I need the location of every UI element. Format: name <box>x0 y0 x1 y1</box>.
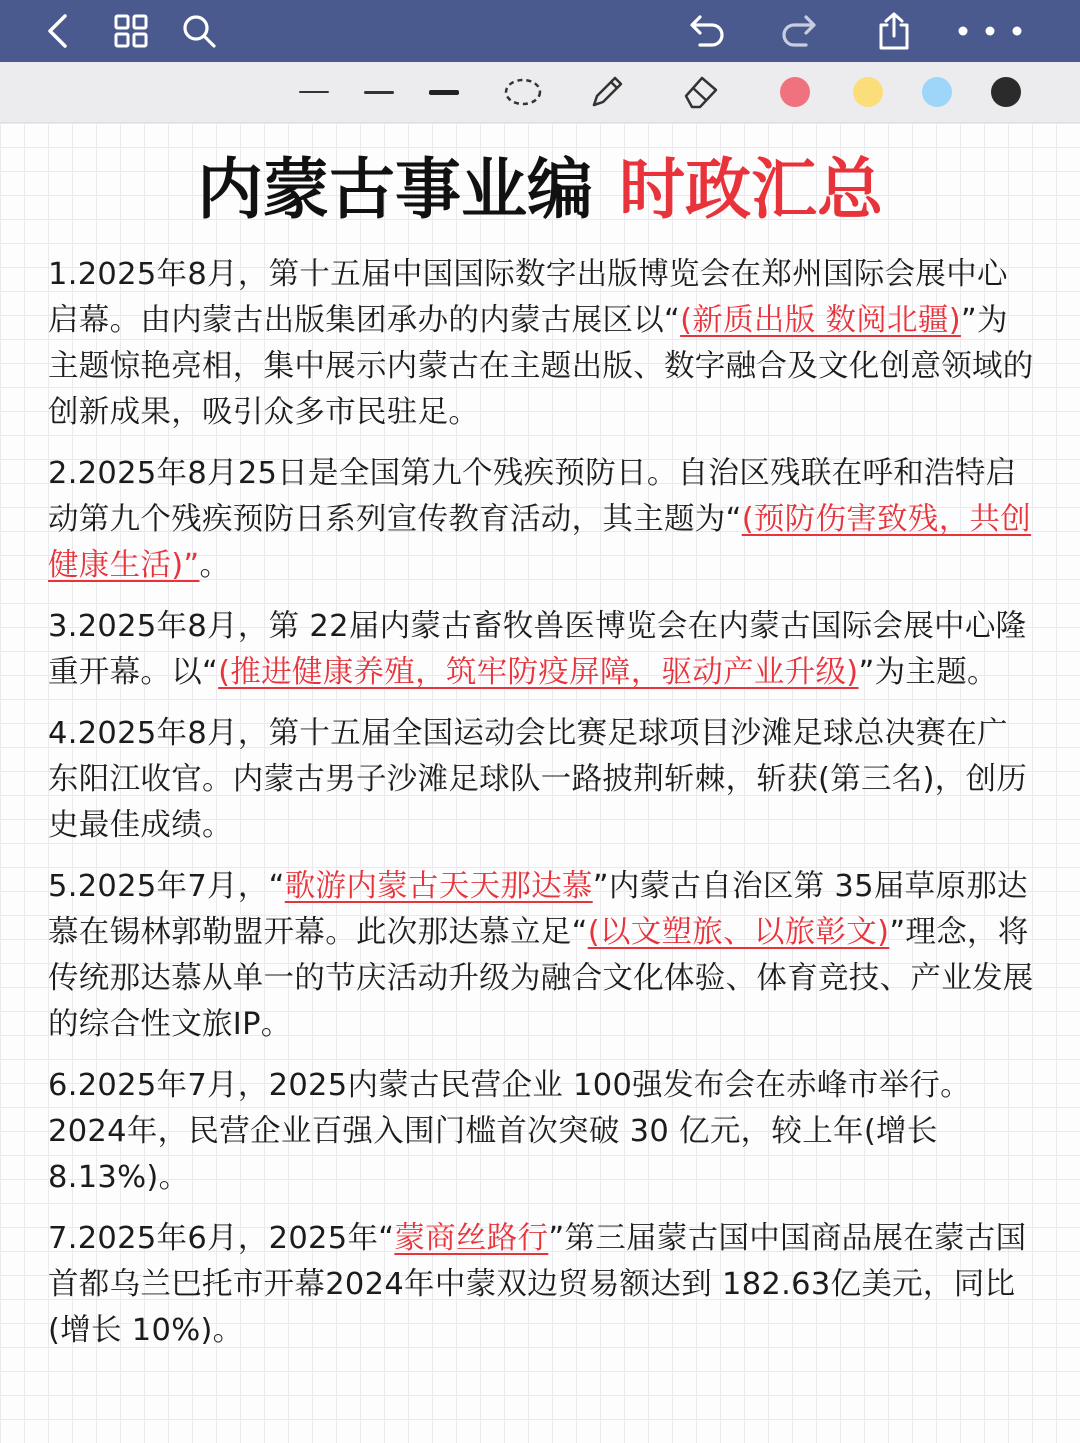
redo-icon[interactable] <box>778 0 822 62</box>
news-item-6 <box>48 1063 1038 1201</box>
item-text: 1.2025年8月，第十五届中国国际数字出版博览会在郑州国际会展中心启幕。由内蒙古出版集团承办的内蒙古展区以“ <box>48 257 1008 338</box>
color-swatch-black[interactable] <box>986 62 1026 122</box>
item-text: 4.2025年8月，第十五届全国运动会比赛足球项目沙滩足球总决赛在广东阳江收官。内蒙古男子沙滩足球队一路披荆斩棘，斩获(第三名)，创历史最佳成绩。 <box>48 716 1028 843</box>
item-text: 3.2025年8月，第 22届内蒙古畜牧兽医博览会在内蒙古国际会展中心隆重开幕。以“ <box>48 609 1027 690</box>
title-main: 内蒙古事业编 <box>197 151 593 228</box>
item-highlight: (预防伤害致残，共创健康生活)” <box>48 502 1032 583</box>
item-highlight: 蒙商丝路行 <box>394 1221 549 1256</box>
item-text: 2.2025年8月25日是全国第九个残疾预防日。自治区残联在呼和浩特启动第九个残疾预防日系列宣传教育活动，其主题为“ <box>48 456 1017 537</box>
undo-icon[interactable] <box>684 0 728 62</box>
item-text: ”为主题惊艳亮相，集中展示内蒙古在主题出版、数字融合及文化创意领域的创新成果，吸引众多市民驻足。 <box>48 303 1034 430</box>
drawing-toolbar <box>0 62 1080 123</box>
lasso-tool[interactable] <box>500 62 546 122</box>
blue-dot[interactable] <box>922 77 952 107</box>
back-icon[interactable] <box>38 0 78 62</box>
medium-line-tool[interactable] <box>359 62 399 122</box>
top-navigation-bar <box>0 0 1080 62</box>
news-item-4 <box>48 711 1038 849</box>
item-text: 5.2025年7月，“ <box>48 869 285 904</box>
page-title <box>0 148 1080 232</box>
eraser-tool[interactable] <box>678 62 724 122</box>
item-text: ”第三届蒙古国中国商品展在蒙古国首都乌兰巴托市开幕2024年中蒙双边贸易额达到 182.63亿美元，同比(增长 10%)。 <box>48 1221 1027 1348</box>
item-highlight: (推进健康养殖，筑牢防疫屏障，驱动产业升级) <box>218 655 859 690</box>
search-icon[interactable] <box>178 0 220 62</box>
item-text: 7.2025年6月，2025年“ <box>48 1221 395 1256</box>
black-dot[interactable] <box>991 77 1021 107</box>
color-swatch-pink[interactable] <box>775 62 815 122</box>
item-text: ”内蒙古自治区第 35届草原那达慕在锡林郭勒盟开幕。此次那达慕立足“ <box>48 869 1028 950</box>
thin-line-tool[interactable] <box>294 62 334 122</box>
news-item-2 <box>48 451 1038 589</box>
pen-tool[interactable] <box>584 62 630 122</box>
news-item-7 <box>48 1216 1038 1354</box>
item-text: 。 <box>199 548 231 583</box>
news-list <box>48 252 1038 1369</box>
news-item-5 <box>48 864 1038 1048</box>
item-text: ”为主题。 <box>858 655 998 690</box>
item-highlight: (以文塑旅、以旅彰文) <box>587 915 890 950</box>
thick-line-tool[interactable] <box>424 62 464 122</box>
item-text: ”理念，将传统那达慕从单一的节庆活动升级为融合文化体验、体育竞技、产业发展的综合性文旅IP。 <box>48 915 1034 1042</box>
item-text: 6.2025年7月，2025内蒙古民营企业 100强发布会在赤峰市举行。2024年，民营企业百强入围门槛首次突破 30 亿元，较上年(增长 8.13%)。 <box>48 1068 971 1195</box>
grid-icon[interactable] <box>110 0 152 62</box>
item-highlight: 歌游内蒙古天天那达慕 <box>284 869 593 904</box>
color-swatch-yellow[interactable] <box>848 62 888 122</box>
share-icon[interactable] <box>872 0 916 62</box>
pink-dot[interactable] <box>780 77 810 107</box>
news-item-1 <box>48 252 1038 436</box>
color-swatch-blue[interactable] <box>917 62 957 122</box>
title-highlight: 时政汇总 <box>619 151 883 228</box>
news-item-3 <box>48 604 1038 696</box>
item-highlight: (新质出版 数阅北疆) <box>680 303 961 338</box>
yellow-dot[interactable] <box>853 77 883 107</box>
more-icon[interactable] <box>950 0 1030 62</box>
